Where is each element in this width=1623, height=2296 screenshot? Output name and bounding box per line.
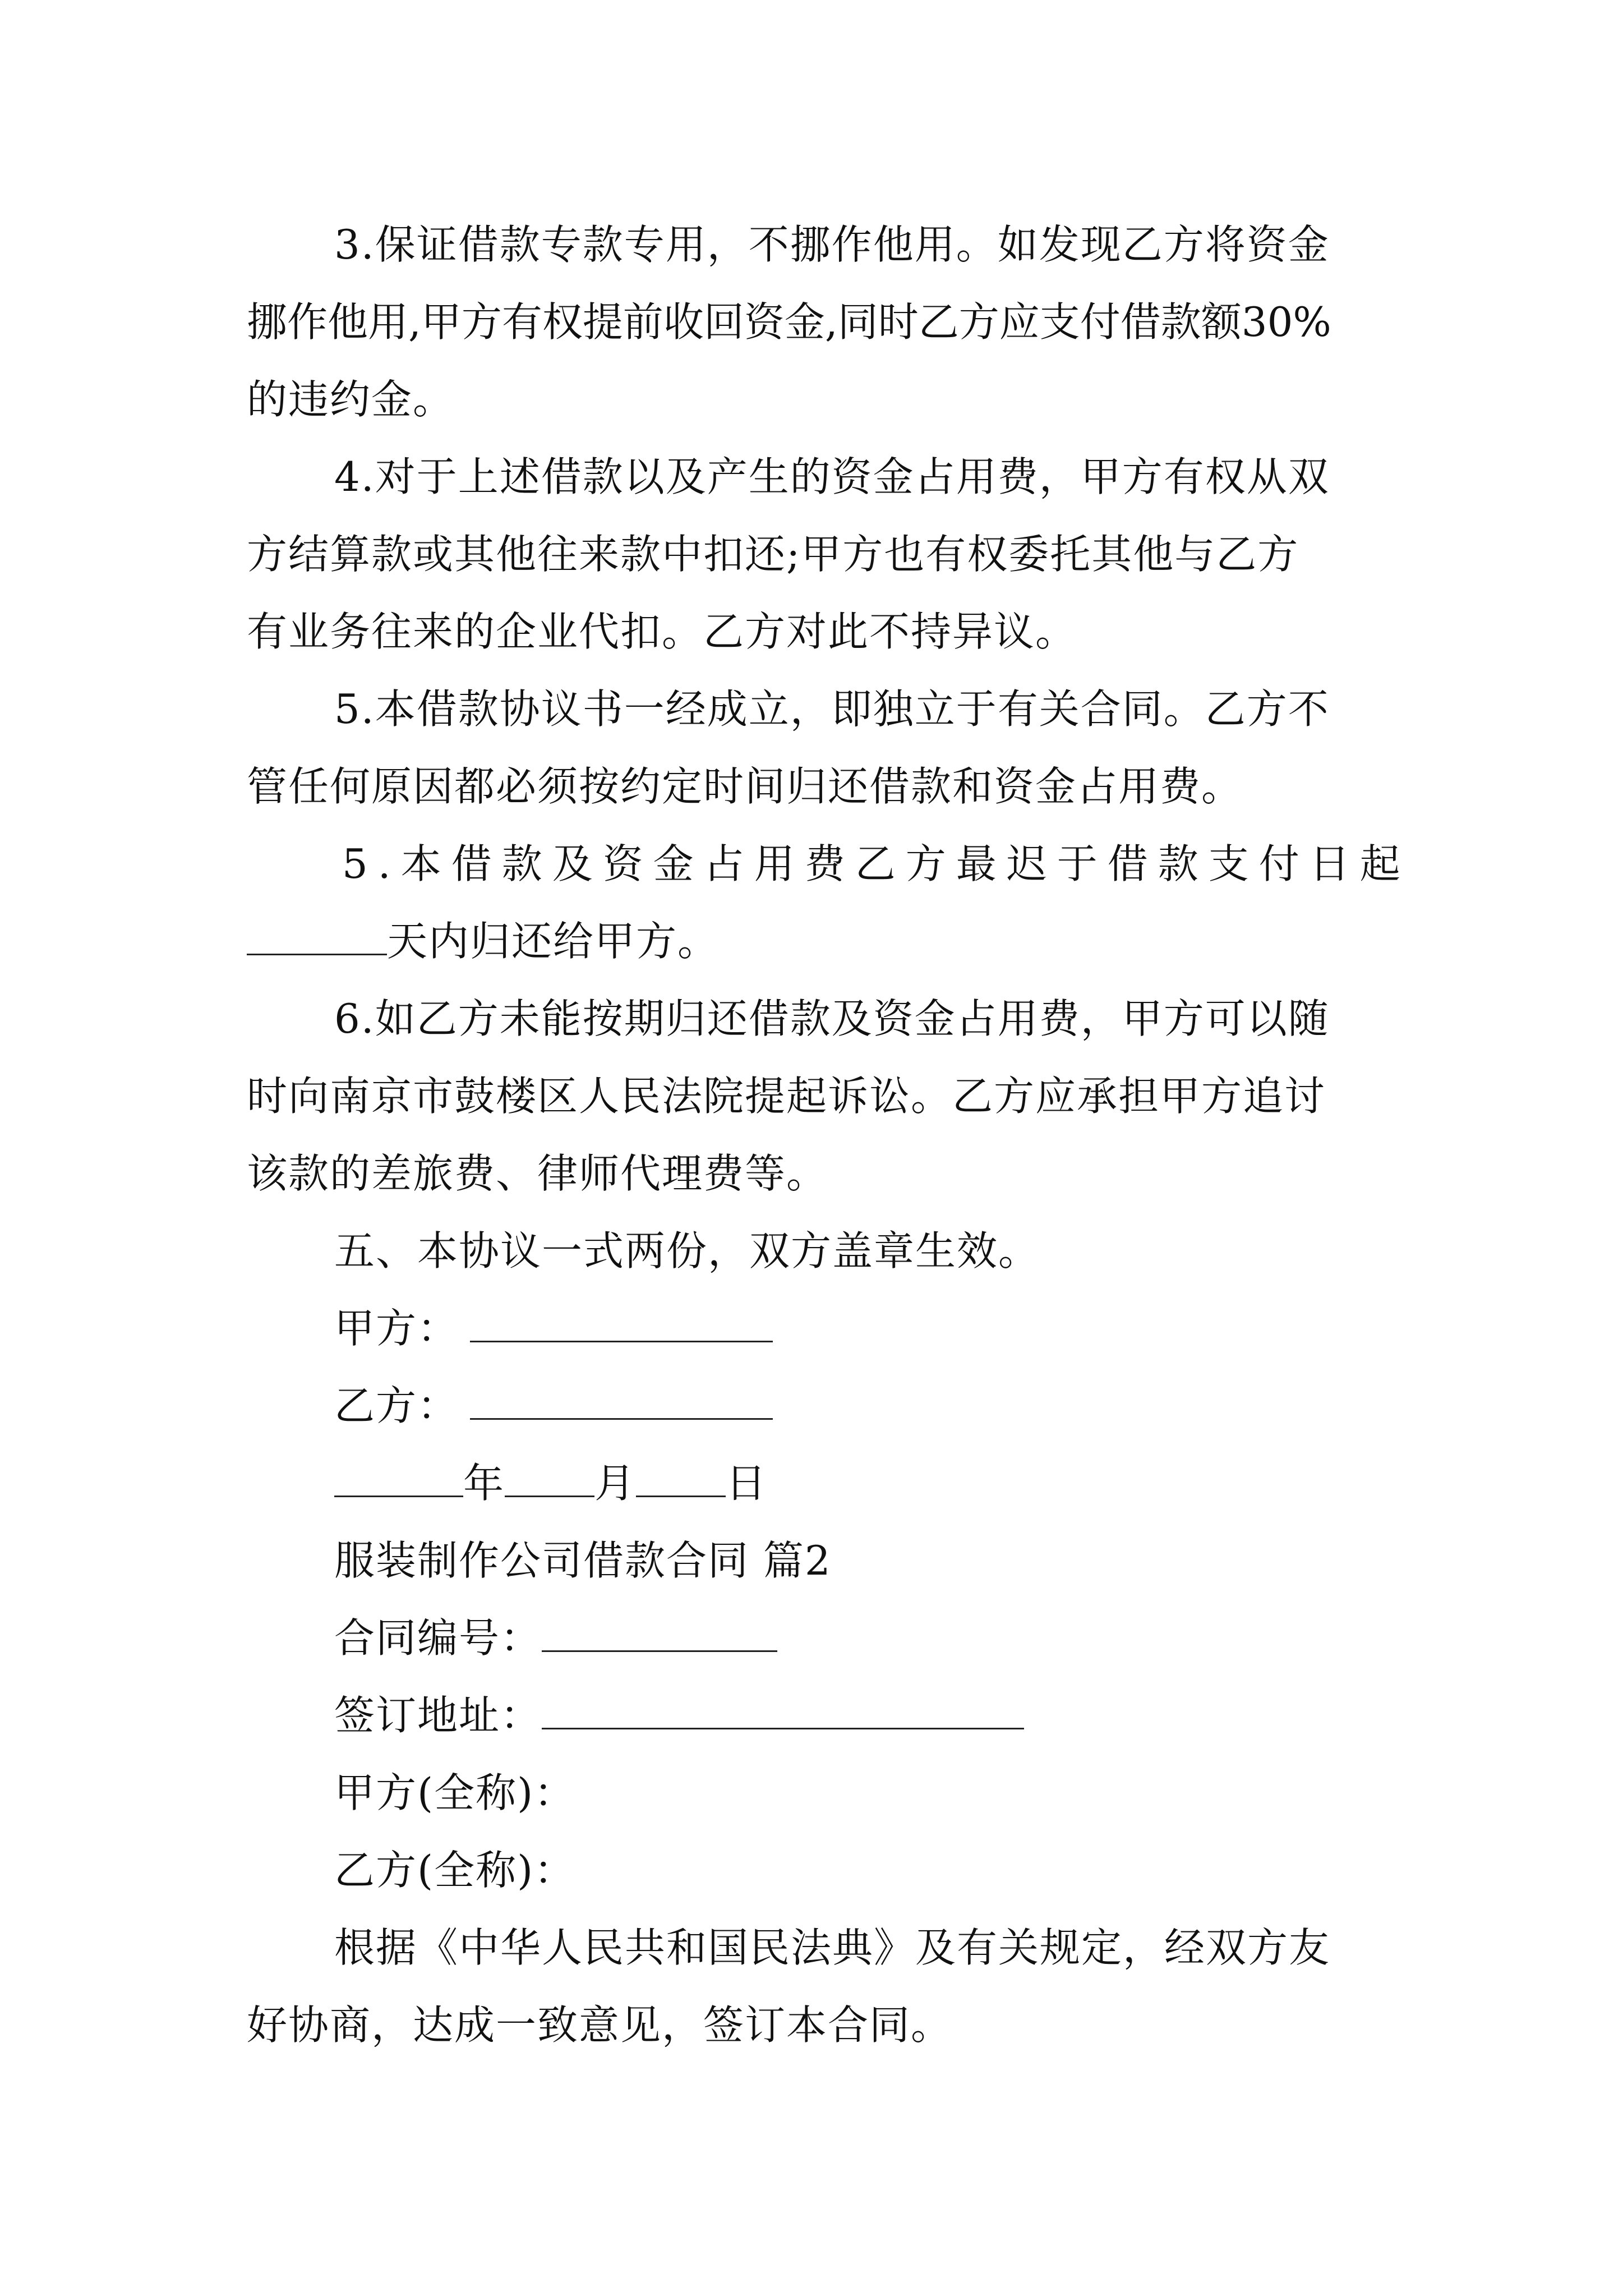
party-b-label: 乙方： bbox=[334, 1382, 459, 1429]
clause-6-line-3: 该款的差旅费、律师代理费等。 bbox=[247, 1150, 828, 1197]
preamble-line-1: 根据《中华人民共和国民法典》及有关规定，经双方友 bbox=[334, 1924, 1331, 1971]
day-blank bbox=[636, 1462, 726, 1497]
clause-3-line-3: 的违约金。 bbox=[247, 376, 455, 423]
day-label: 日 bbox=[726, 1460, 768, 1507]
contract-number-label: 合同编号： bbox=[334, 1614, 542, 1662]
party-b-blank bbox=[470, 1384, 773, 1420]
days-text: 天内归还给甲方。 bbox=[387, 918, 720, 965]
clause-4-line-3: 有业务往来的企业代扣。乙方对此不持异议。 bbox=[247, 608, 1077, 655]
party-a-blank bbox=[470, 1307, 773, 1342]
clause-6-line-2: 时向南京市鼓楼区人民法院提起诉讼。乙方应承担甲方追讨 bbox=[247, 1073, 1326, 1120]
clause-6-line-1: 6.如乙方未能按期归还借款及资金占用费，甲方可以随 bbox=[334, 995, 1330, 1042]
clause-5a-line-2: 管任何原因都必须按约定时间归还借款和资金占用费。 bbox=[247, 763, 1243, 810]
clause-5a-line-1: 5.本借款协议书一经成立，即独立于有关合同。乙方不 bbox=[334, 685, 1330, 733]
clause-5b-line-1: 5.本借款及资金占用费乙方最迟于借款支付日起 bbox=[342, 840, 1410, 887]
section-title: 服装制作公司借款合同 篇2 bbox=[334, 1537, 832, 1584]
clause-3-line-1: 3.保证借款专款专用，不挪作他用。如发现乙方将资金 bbox=[334, 221, 1330, 268]
contract-number-blank bbox=[542, 1617, 777, 1652]
preamble-line-2: 好协商，达成一致意见，签订本合同。 bbox=[247, 2001, 953, 2049]
month-blank bbox=[505, 1462, 594, 1497]
signing-address-blank bbox=[542, 1694, 1024, 1729]
contract-number-line bbox=[334, 1612, 777, 1664]
clause-4-line-2: 方结算款或其他往来款中扣还;甲方也有权委托其他与乙方 bbox=[247, 531, 1299, 578]
month-label: 月 bbox=[594, 1460, 637, 1507]
clause-5b-line-2 bbox=[247, 915, 719, 967]
clause-3-line-2: 挪作他用,甲方有权提前收回资金,同时乙方应支付借款额30% bbox=[247, 298, 1331, 346]
party-a-full-name: 甲方(全称)： bbox=[334, 1769, 576, 1816]
signing-address-label: 签订地址： bbox=[334, 1692, 542, 1739]
section-5-line: 五、本协议一式两份，双方盖章生效。 bbox=[334, 1227, 1040, 1274]
date-line bbox=[334, 1457, 767, 1509]
party-b-signature-line bbox=[334, 1380, 773, 1432]
signing-address-line bbox=[334, 1690, 1024, 1741]
party-a-label: 甲方： bbox=[334, 1305, 459, 1352]
clause-4-line-1: 4.对于上述借款以及产生的资金占用费，甲方有权从双 bbox=[334, 453, 1330, 500]
year-blank bbox=[334, 1462, 463, 1497]
year-label: 年 bbox=[463, 1460, 505, 1507]
days-blank bbox=[247, 920, 387, 955]
party-b-full-name: 乙方(全称)： bbox=[334, 1847, 576, 1894]
party-a-signature-line bbox=[334, 1303, 773, 1354]
